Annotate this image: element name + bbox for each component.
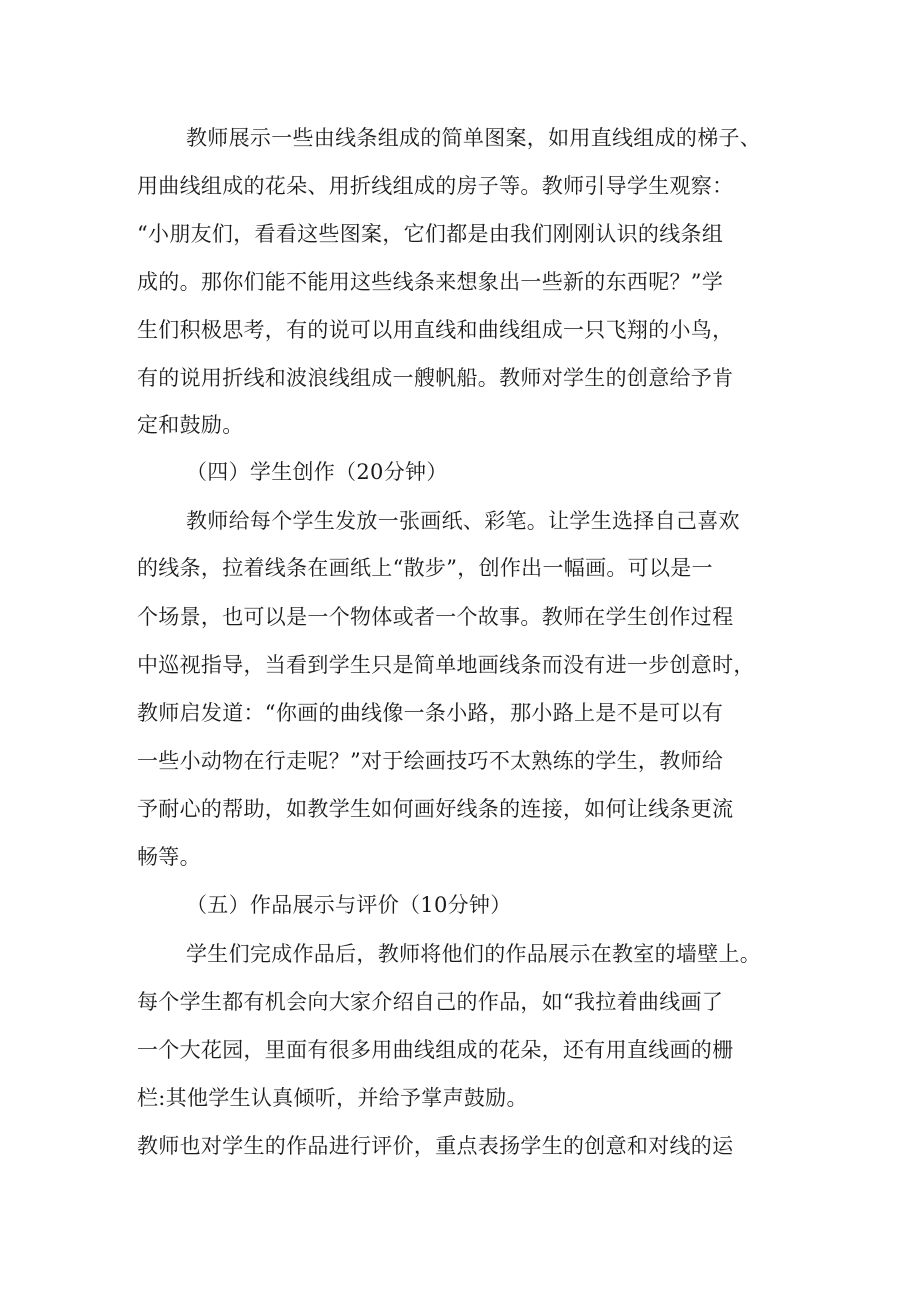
paragraph-line: 教师展示一些由线条组成的简单图案，如用直线组成的梯子、 [186,126,762,150]
paragraph-line: 每个学生都有机会向大家介绍自己的作品，如“我拉着曲线画了 [137,990,724,1014]
paragraph-line: 成的。那你们能不能用这些线条来想象出一些新的东西呢？”学 [137,270,724,294]
paragraph-line: 定和鼓励。 [137,413,244,437]
paragraph-line: 个场景，也可以是一个物体或者一个故事。教师在学生创作过程 [137,605,734,629]
paragraph-line: 的线条，拉着线条在画纸上“散步”，创作出一幅画。可以是一 [137,556,713,580]
paragraph-line: 教师也对学生的作品进行评价，重点表扬学生的创意和对线的运 [137,1134,734,1158]
paragraph-line: 生们积极思考，有的说可以用直线和曲线组成一只飞翔的小鸟， [137,318,734,342]
paragraph-line: 一些小动物在行走呢？”对于绘画技巧不太熟练的学生，教师给 [137,749,724,773]
paragraph-line: 有的说用折线和波浪线组成一艘帆船。教师对学生的创意给予肯 [137,366,734,390]
section-heading: （五）作品展示与评价（10分钟） [186,893,512,917]
paragraph-line: 用曲线组成的花朵、用折线组成的房子等。教师引导学生观察： [137,174,734,198]
paragraph-line: 中巡视指导，当看到学生只是简单地画线条而没有进一步创意时， [137,653,755,677]
paragraph-line: 畅等。 [137,845,201,869]
paragraph-line: “小朋友们，看看这些图案，它们都是由我们刚刚认识的线条组 [137,222,724,246]
section-heading: （四）学生创作（20分钟） [186,460,448,484]
paragraph-line: 教师给每个学生发放一张画纸、彩笔。让学生选择自己喜欢 [186,509,740,533]
paragraph-line: 一个大花园，里面有很多用曲线组成的花朵，还有用直线画的栅 [137,1038,734,1062]
paragraph-line: 教师启发道：“你画的曲线像一条小路，那小路上是不是可以有 [137,701,724,725]
paragraph-line: 学生们完成作品后，教师将他们的作品展示在教室的墙壁上。 [186,942,762,966]
paragraph-line: 予耐心的帮助，如教学生如何画好线条的连接，如何让线条更流 [137,797,734,821]
paragraph-line: 栏:其他学生认真倾听，并给予掌声鼓励。 [137,1086,528,1110]
